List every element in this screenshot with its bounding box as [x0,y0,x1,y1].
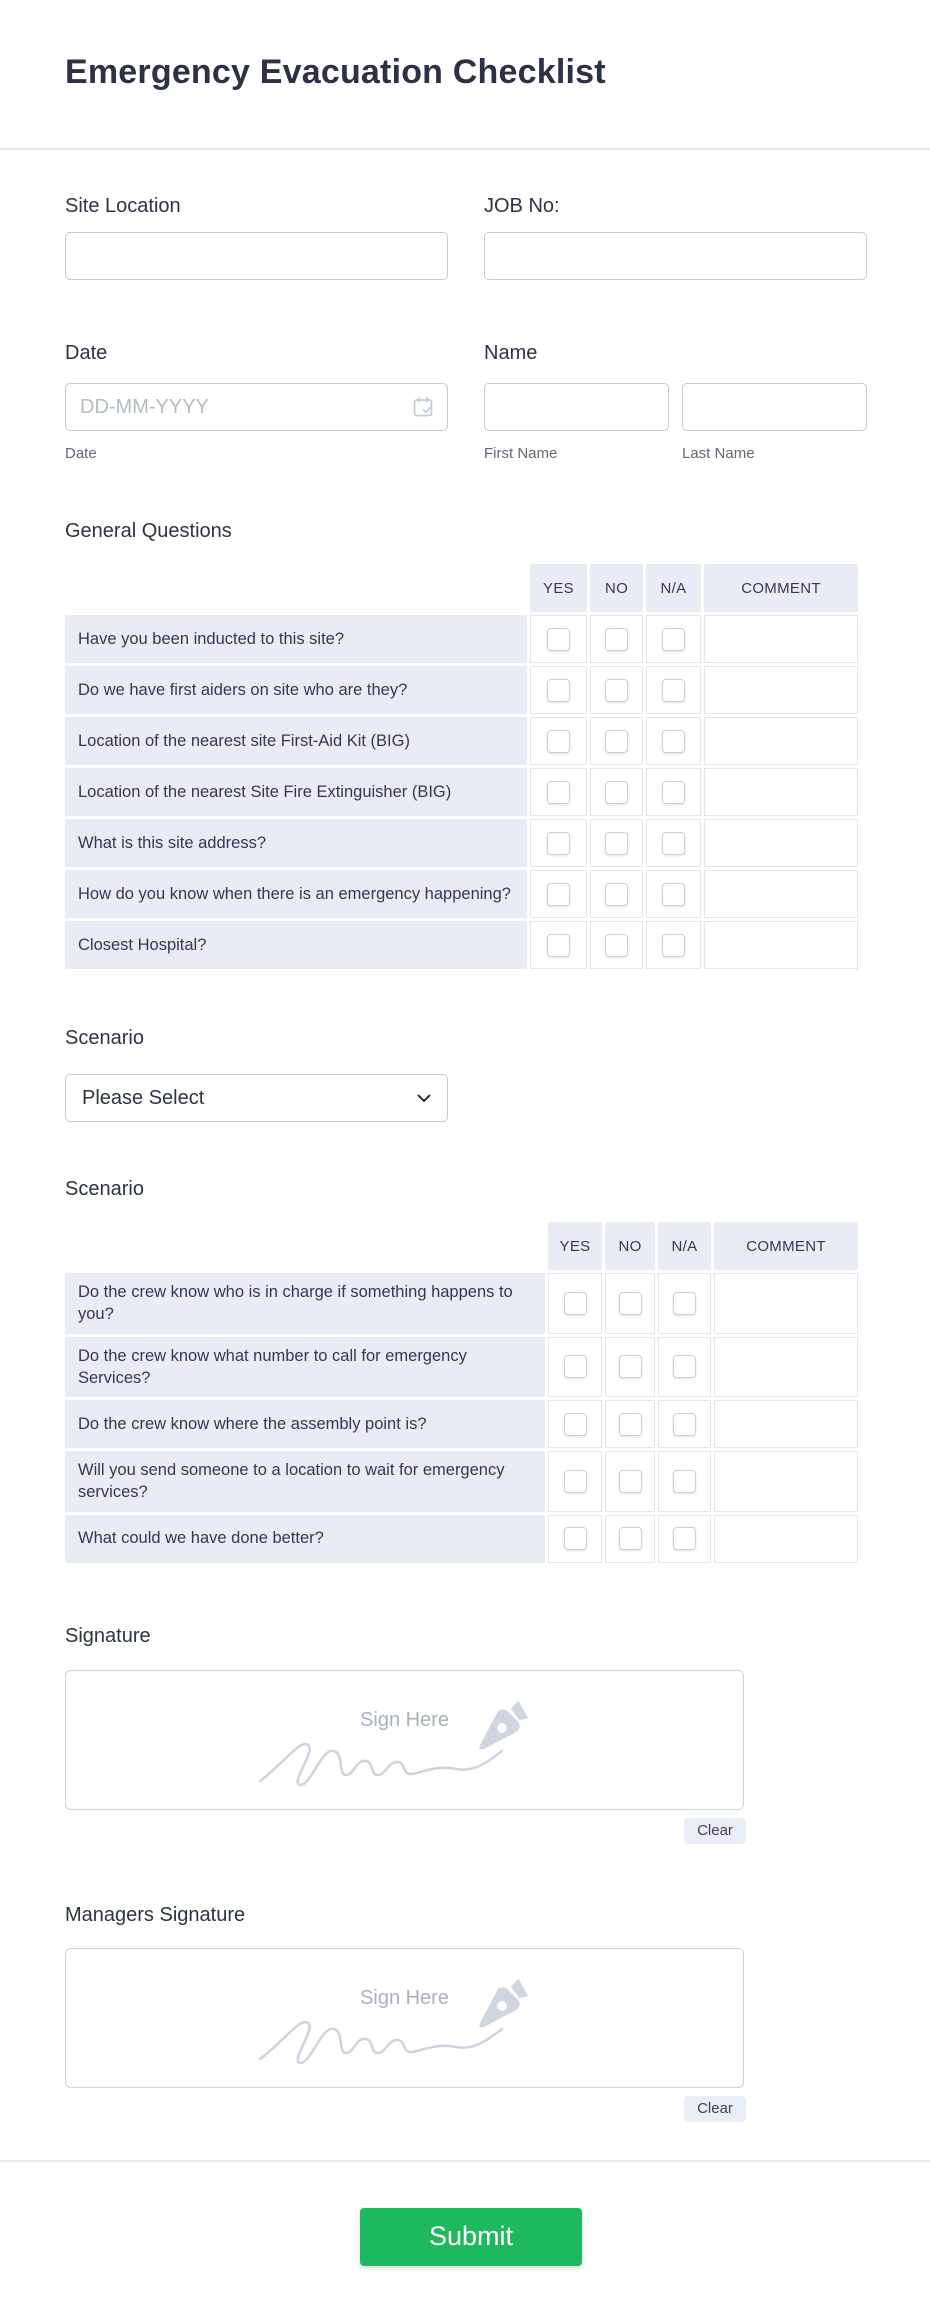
yes-cell [530,666,587,714]
yes-cell [530,819,587,867]
no-checkbox[interactable] [619,1413,642,1436]
scenario-table-heading: Scenario [65,1178,144,1200]
question-cell: Do the crew know who is in charge if something happens to you? [65,1273,545,1334]
na-cell [646,717,701,765]
no-cell [590,615,643,663]
no-cell [590,870,643,918]
signature-heading: Signature [65,1624,151,1647]
na-checkbox[interactable] [662,628,685,651]
no-checkbox[interactable] [605,679,628,702]
no-cell [590,921,643,969]
job-no-label: JOB No: [484,195,560,217]
question-cell: Location of the nearest Site Fire Extinguisher (BIG) [65,768,527,816]
page-title: Emergency Evacuation Checklist [65,53,606,91]
yes-cell [530,768,587,816]
sign-here-text: Sign Here [360,1986,449,2009]
yes-cell [548,1273,602,1334]
comment-cell[interactable] [704,615,858,663]
na-cell [658,1515,711,1563]
signature-squiggle-icon [256,1997,506,2067]
na-cell [646,921,701,969]
table-row [65,717,858,765]
na-checkbox[interactable] [673,1470,696,1493]
no-checkbox[interactable] [619,1355,642,1378]
pen-nib-icon [474,1975,532,2033]
comment-cell[interactable] [704,870,858,918]
no-cell [590,717,643,765]
comment-cell[interactable] [704,717,858,765]
first-name-sublabel: First Name [484,445,558,462]
no-checkbox[interactable] [605,628,628,651]
question-cell: Do we have first aiders on site who are they? [65,666,527,714]
sign-here-text: Sign Here [360,1708,449,1731]
na-checkbox[interactable] [662,934,685,957]
calendar-icon[interactable] [411,395,435,419]
name-field [484,341,867,463]
table-row [65,921,858,969]
yes-cell [530,921,587,969]
date-label: Date [65,342,108,364]
yes-checkbox[interactable] [564,1413,587,1436]
site-location-field [65,194,448,280]
table-row [65,819,858,867]
pen-nib-icon [474,1697,532,1755]
table-row [65,1451,858,1512]
question-cell: Closest Hospital? [65,921,527,969]
question-cell: What is this site address? [65,819,527,867]
na-cell [658,1451,711,1512]
na-cell [646,870,701,918]
na-checkbox[interactable] [673,1527,696,1550]
na-checkbox[interactable] [662,679,685,702]
general-questions-table [62,561,861,972]
job-no-field [484,194,867,280]
no-checkbox[interactable] [605,781,628,804]
na-checkbox[interactable] [662,730,685,753]
na-checkbox[interactable] [673,1413,696,1436]
date-sublabel: Date [65,445,97,462]
date-input[interactable] [65,383,448,431]
no-cell [590,819,643,867]
comment-cell[interactable] [704,921,858,969]
signature-squiggle-icon [256,1719,506,1789]
na-checkbox[interactable] [662,883,685,906]
no-cell [590,666,643,714]
column-header-no: NO [605,1222,655,1270]
yes-cell [530,717,587,765]
comment-cell[interactable] [704,819,858,867]
matrix-corner-cell [65,1222,545,1270]
comment-cell[interactable] [714,1273,858,1334]
na-cell [658,1400,711,1448]
no-cell [605,1451,655,1512]
column-header-na: N/A [646,564,701,612]
scenario-dropdown[interactable] [65,1074,448,1122]
question-cell: Do the crew know what number to call for emergency Services? [65,1337,545,1398]
signature-clear-row [65,1818,746,1844]
no-checkbox[interactable] [605,883,628,906]
form-header [0,0,930,150]
first-name-col [484,383,669,463]
job-no-input[interactable] [484,232,867,280]
yes-cell [530,870,587,918]
yes-checkbox[interactable] [547,883,570,906]
site-location-input[interactable] [65,232,448,280]
na-checkbox[interactable] [662,832,685,855]
no-checkbox[interactable] [619,1527,642,1550]
date-field [65,341,448,463]
na-cell [658,1337,711,1398]
yes-checkbox[interactable] [564,1470,587,1493]
scenario-table [62,1219,861,1566]
first-name-input[interactable] [484,383,669,431]
last-name-input[interactable] [682,383,867,431]
na-checkbox[interactable] [673,1355,696,1378]
yes-checkbox[interactable] [564,1355,587,1378]
na-cell [646,615,701,663]
managers-signature-heading: Managers Signature [65,1903,246,1926]
form-body [0,194,930,2122]
general-questions-heading: General Questions [65,520,232,542]
yes-checkbox[interactable] [547,628,570,651]
fields-row-1 [65,194,865,280]
yes-cell [530,615,587,663]
submit-button[interactable]: Submit [360,2208,582,2266]
comment-cell[interactable] [714,1400,858,1448]
yes-cell [548,1400,602,1448]
table-row [65,666,858,714]
site-location-label: Site Location [65,195,181,217]
scenario-select-heading: Scenario [65,1027,144,1049]
yes-cell [548,1337,602,1398]
column-header-na: N/A [658,1222,711,1270]
no-cell [605,1400,655,1448]
na-cell [646,666,701,714]
yes-checkbox[interactable] [547,934,570,957]
yes-cell [548,1515,602,1563]
comment-cell[interactable] [714,1515,858,1563]
chevron-down-icon [417,1094,431,1103]
signature-pad[interactable] [65,1670,744,1810]
signature-clear-button[interactable]: Clear [684,1818,746,1844]
na-cell [658,1273,711,1334]
managers-signature-clear-row [65,2096,746,2122]
no-checkbox[interactable] [605,832,628,855]
last-name-sublabel: Last Name [682,445,755,462]
no-checkbox[interactable] [605,730,628,753]
question-cell: Do the crew know where the assembly point is? [65,1400,545,1448]
yes-checkbox[interactable] [547,832,570,855]
no-checkbox[interactable] [605,934,628,957]
comment-cell[interactable] [714,1337,858,1398]
matrix-corner-cell [65,564,527,612]
last-name-col [682,383,867,463]
no-checkbox[interactable] [619,1292,642,1315]
question-cell: How do you know when there is an emergency happening? [65,870,527,918]
table-row [65,1515,858,1563]
column-header-comment: COMMENT [714,1222,858,1270]
table-row [65,1273,858,1334]
na-cell [646,768,701,816]
table-row [65,615,858,663]
question-cell: What could we have done better? [65,1515,545,1563]
question-cell: Location of the nearest site First-Aid Kit (BIG) [65,717,527,765]
no-checkbox[interactable] [619,1470,642,1493]
na-checkbox[interactable] [662,781,685,804]
column-header-comment: COMMENT [704,564,858,612]
managers-signature-pad[interactable] [65,1948,744,2088]
yes-cell [548,1451,602,1512]
table-row [65,1400,858,1448]
yes-checkbox[interactable] [547,730,570,753]
column-header-yes: YES [530,564,587,612]
table-row [65,870,858,918]
footer-divider [0,2160,930,2162]
managers-signature-clear-button[interactable]: Clear [684,2096,746,2122]
no-cell [605,1337,655,1398]
comment-cell[interactable] [714,1451,858,1512]
no-cell [605,1515,655,1563]
fields-row-2 [65,341,865,463]
comment-cell[interactable] [704,666,858,714]
comment-cell[interactable] [704,768,858,816]
na-cell [646,819,701,867]
question-cell: Will you send someone to a location to wait for emergency services? [65,1451,545,1512]
name-label: Name [484,342,538,364]
form-footer [0,2208,930,2266]
no-cell [605,1273,655,1334]
yes-checkbox[interactable] [547,679,570,702]
table-row [65,768,858,816]
column-header-yes: YES [548,1222,602,1270]
column-header-no: NO [590,564,643,612]
scenario-dropdown-value: Please Select [82,1086,205,1109]
question-cell: Have you been inducted to this site? [65,615,527,663]
table-row [65,1337,858,1398]
yes-checkbox[interactable] [564,1527,587,1550]
no-cell [590,768,643,816]
na-checkbox[interactable] [673,1292,696,1315]
yes-checkbox[interactable] [547,781,570,804]
yes-checkbox[interactable] [564,1292,587,1315]
